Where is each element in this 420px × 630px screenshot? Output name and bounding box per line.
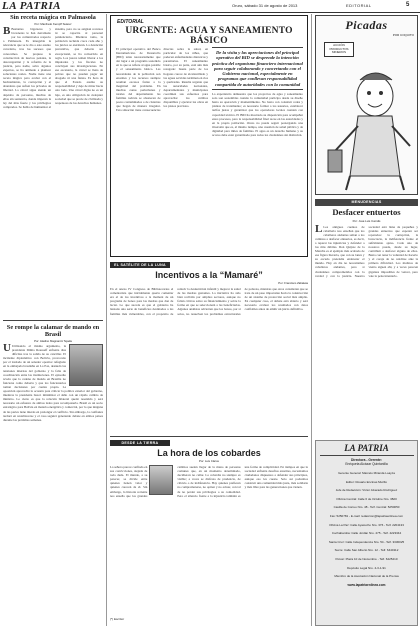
drop-cap: B (3, 27, 11, 37)
editorial-headline: URGENTE: AGUA Y SANEAMIENTO BÁSICO (125, 26, 293, 46)
staff-line: Editor: Rosario Encinas Murillo (345, 479, 387, 484)
article-text: Los antiguos cuentos de caballería nos enseñan que los caballeros andantes salían a los caminos a desfacer entuertos, es decir, a reparar las injusticias y defender a los más débiles. Don Quijote de la Mancha es el ejemplo más acabado de esa figura literaria, que con su lanza y su escudo pretendía enderezar el mundo. Hoy en día no necesitamos caballeros andantes, pero sí ciudadanos comprometidos con la verdad y con la justicia. Nuestra sociedad está llena de pequeños y grandes entuertos que esperan ser reparados: la corrupción, la burocracia, la indiferencia frente al sufrimiento ajeno. Cada uno de nosotros puede, desde su lugar, contribuir a desfacer alguno de ellos. Basta con tener la voluntad de hacerlo y el coraje de no rendirse ante la primera dificultad. Los molinos de viento siguen ahí, y a veces parecen gigantes imposibles de vencer, pero vale la pena intentarlo. (315, 224, 418, 278)
editorial-body-right: La experiencia demuestra que los proyectos de agua y saneamiento solo son sostenibles cuando la comunidad participa desde su diseño hasta su operación y mantenimiento. No basta con construir redes y plantas de tratamiento; es necesario formar a los usuarios, establecer tarifas justas y garantizar que los operadores locales cuenten con capacidad técnica. El BID ha mostrado su disposición para acompañar estos procesos, pero la responsabilidad final recae en las autoridades y en la propia población. Oruro no puede seguir postergando una inversión que es, al mismo tiempo, una cuestión de salud pública y de dignidad para miles de familias. El agua es un derecho humano y su acceso debe estar garantizado para todos los ciudadanos sin distinción. (212, 92, 303, 138)
cartoon-panel (315, 15, 418, 195)
staff-line: Sucre: Calle San Alberto Nro. 12 - Telf. 6440112 (334, 548, 399, 553)
article-byline: Por: Luis Claros (199, 459, 219, 463)
author-signature: (*) Escritor (110, 617, 125, 621)
page-number: 5 (406, 2, 410, 8)
editorial-box (110, 15, 308, 257)
section-name: EDITORIAL (346, 3, 372, 8)
staff-line: Jefe de Redacción: Víctor Alvarado Rodríguez (335, 488, 398, 493)
article-body (315, 225, 418, 435)
staff-line: Potosí: Plaza 10 de Noviembre - Telf. 6225210 (335, 556, 398, 561)
author-photo (69, 344, 103, 386)
editorial-right-column (212, 47, 303, 252)
article-byline: Por: Francisco Zabaleta (278, 281, 308, 285)
divider (320, 455, 414, 456)
director-label: Directora - Gerente: (351, 458, 382, 462)
column-tag: EL SATÉLITE DE LA LUNA (110, 262, 170, 268)
newspaper-logo: LA PATRIA (2, 0, 62, 12)
column-rule (311, 14, 312, 626)
article-headline: Incentivos a la “Mamaré” (155, 270, 263, 280)
article-brasil (3, 324, 103, 629)
staff-line: Miembro de la Asociación Nacional de la Prensa (334, 574, 399, 579)
masthead (0, 0, 420, 13)
editorial-pullquote: De la visita y las apreciaciones del principal operativo del BID se desprende la intención práctica del organismo financiero internacional para seguir colaborando y concertando con el Gobierno nacional, especialmente en programas que conllevan responsabilidad compartida de autoridades con la comunidad (212, 47, 303, 90)
article-text: La señora parece confiada en sus convicciones, alejada de toda duda. El mundo, a su parecer, se divide entre quienes tienen valor y quienes carecen de él. Sin embargo, la historia reciente nos enseña que los grandes cambios suelen llegar de la mano de personas comunes que, en un momento determinado, decidieron no callar. La cobardía no siempre es visible; a veces se disfraza de prudencia, de cálculo o de indiferencia. Hay quienes prefieren no comprometerse, no opinar y no actuar, con tal de no perder sus privilegios o su comodidad. Pero el silencio frente a la injusticia también es una forma de complicidad. En tiempos en que la sociedad enfrenta desafíos enormes, necesitamos ciudadanos dispuestos a defender sus principios, aunque eso les cueste. Solo así podremos construir una comunidad más justa, más solidaria y más libre para las generaciones que vienen. (110, 465, 308, 498)
staff-line: Fax: 5250781 - E-mail: redaccion@lapatriaenlinea.com (329, 513, 404, 518)
staff-line: Santa Cruz: Calle Independencia Nro. 54 - Telf. 3330025 (328, 539, 405, 544)
article-body (110, 465, 308, 615)
cartoon-drawing (320, 66, 415, 191)
cartoon-title: Picadas (345, 18, 388, 32)
article-headline: Desfacer entuertos (332, 207, 401, 217)
website-link[interactable]: www.lapatriaenlinea.com (347, 582, 386, 587)
staff-line: Casilla de Correo Nro. 48 - Telf. Central: 5250050 (333, 505, 400, 510)
author-photo (149, 465, 173, 495)
column-rule (106, 14, 107, 626)
article-byline: Por: José Luis Cunidis (352, 218, 381, 223)
article-body: En el anexo IV Congreso de Bibliotecarios el comentarista que inicialmente quería comentar era el de los incentivos a la mamaré de un programa de bonos para las madres que dan de lactar. Lo que sucede es que el gobierno ha lanzado una serie de beneficios destinados a las familias más vulnerables, con el propósito de reducir la desnutrición infantil y mejorar la salud de las madres gestantes. La iniciativa ha sido bien recibida por amplios sectores, aunque no faltan críticas sobre su financiamiento y sobre la forma en que se seleccionará a las beneficiarias. Algunos analistas advierten que los bonos, por sí solos, no resuelven los problemas estructurales de pobreza, mientras que otros consideran que se trata de un paso importante hacia la construcción de un sistema de protección social más amplio. En cualquier caso, el debate está abierto y será necesario evaluar los resultados con datos confiables antes de emitir un juicio definitivo. (110, 287, 308, 316)
drop-cap: L (315, 224, 323, 235)
article-body (3, 27, 103, 312)
staff-logo: LA PATRIA (344, 443, 389, 453)
article-palmasola (3, 14, 103, 312)
article-cobardes (110, 448, 308, 621)
article-menudencias (315, 208, 418, 435)
article-incentivos (110, 270, 308, 433)
article-body (3, 344, 103, 629)
staff-line: Gerente General: Marcelo Miranda Loayza (338, 471, 395, 475)
article-headline: Sin receta mágica en Palmasola (10, 14, 96, 21)
cartoon-credit: POR COQUITO (392, 33, 414, 37)
article-headline: La hora de los cobardes (157, 448, 261, 458)
article-byline: Por: Aladino Magnanini Tejada (34, 339, 72, 343)
staff-lines (319, 469, 414, 581)
staff-line: Depósito Legal Nro. 4-3-1-91 (347, 565, 386, 570)
divider (3, 320, 103, 321)
staff-box (315, 440, 418, 626)
director-name: Enriqueta Alcázar Quintanilla (345, 462, 388, 466)
column-tag: MENUDENCIAS (315, 199, 418, 206)
cartoon-sign: ACCIÓN PRODUCTOS MINEROS (324, 42, 354, 57)
editorial-body-left: El principal operativo del Banco Interamericano de Desarrollo (BID) tenía necesariamente que dar lugar a un programa sostenido en lo que se refiere al agua potable y el saneamiento básico. Las necesidades de la población son enormes y los recursos siempre resultan escasos frente a la magnitud del problema. En muchas zonas periurbanas y rurales del departamento las familias todavía se abastecen de pozos contaminados o de cisternas que llegan de manera irregular. Esta situación tiene consecuencias directas sobre la salud, en particular de los niños, que padecen enfermedades diarreicas y parasitarias. El saneamiento básico, por su parte, está aún más rezagado: buena parte de los hogares carece de alcantarillado y las aguas servidas terminan en ríos y quebradas. Resulta urgente que las autoridades nacionales, departamentales y municipales coordinen sus esfuerzos para aprovechar los créditos disponibles y ejecutar las obras en los plazos previstos. (116, 47, 208, 113)
editorial-kicker: EDITORIAL (117, 19, 144, 25)
article-text: Bastantes bigotazos y brownetas le han derramado por los comunicados respecto a Palmasola. Es innegable la relevancia que se le dio a este asunto carcelario, tras los sucesos que conocemos. Se propuso la construcción de nuevos penales, la descongestión y la reforma de la justicia, pero nadie, salvo algunos expertos, se ha animado a plantear soluciones reales. Nadie tiene una receta mágica para acabar con el hacinamiento, la corrupción y el abandono que sufren los privados de libertad. La cárcel sigue siendo un depósito de personas, muchas de ellas sin sentencia, donde imperan la ley del más fuerte y los privilegios comprados. Se habla de humanizar el sistema, pero no se asignan recursos ni se capacita al personal penitenciario. Mientras tanto, la población recluida crece cada año y los juicios se eternizan. La detención preventiva, que debería ser excepcional, se ha convertido en regla. Los jueces temen liberar a los imputados y los fiscales no concluyen sus investigaciones. En ese escenario, la cárcel se llena de pobres que no pueden pagar un abogado ni una fianza. Es hora de que el Estado asuma su responsabilidad y deje de mirar hacia otro lado. Una cárcel digna no es un lujo, es una obligación de cualquier sociedad que se precie de civilizada y respetuosa de los derechos humanos. (3, 27, 103, 109)
drop-cap: U (3, 344, 11, 354)
article-text: Utilizando el mismo argumento, la presidenta Dilma Rousseff enfrenta días difíciles tras la salida de su canciller. El incidente diplomático con Bolivia, provocado por el traslado de un senador opositor refugiado en la embajada brasileña en La Paz, desnudó las tensiones internas del gobierno y la falta de coordinación entre las instituciones. El episodio revela que la cadena de mando en Brasilia no funciona como debería y que los funcionarios toman decisiones por cuenta propia. La oposición aprovechó la ocasión para criticar la política exterior del gobierno, mientras la presidenta buscó minimizar el daño con un rápido cambio de ministro. Lo cierto es que la relación bilateral quedó resentida y será necesario un esfuerzo de ambos lados para recomponerla. Brasil es un socio estratégico para Bolivia en materia energética y comercial, por lo que ninguna de las partes tiene interés en prolongar el conflicto. Sin embargo, la confianza tardará en restablecerse y el caso seguirá generando debate en ambos países durante las próximas semanas. (3, 344, 103, 422)
article-byline: Por: Manfredo Kempff Suárez (34, 22, 72, 26)
article-headline: Se rompe la calamar de mando en Brasil (6, 324, 100, 338)
staff-line: Oficina La Paz: Calle Ayacucho Nro. 376 - Telf. 2204133 (329, 522, 404, 527)
column-tag: DESDE LA TIERRA (110, 440, 170, 446)
staff-line: Cochabamba: Calle Jordán Nro. 275 - Telf. 4223344 (331, 531, 402, 536)
staff-line: Oficina Central: Calle 6 de Octubre Nro. 3820 (336, 496, 397, 501)
divider (110, 436, 308, 437)
dateline: Oruro, sábado 31 de agosto de 2013 (232, 3, 298, 8)
